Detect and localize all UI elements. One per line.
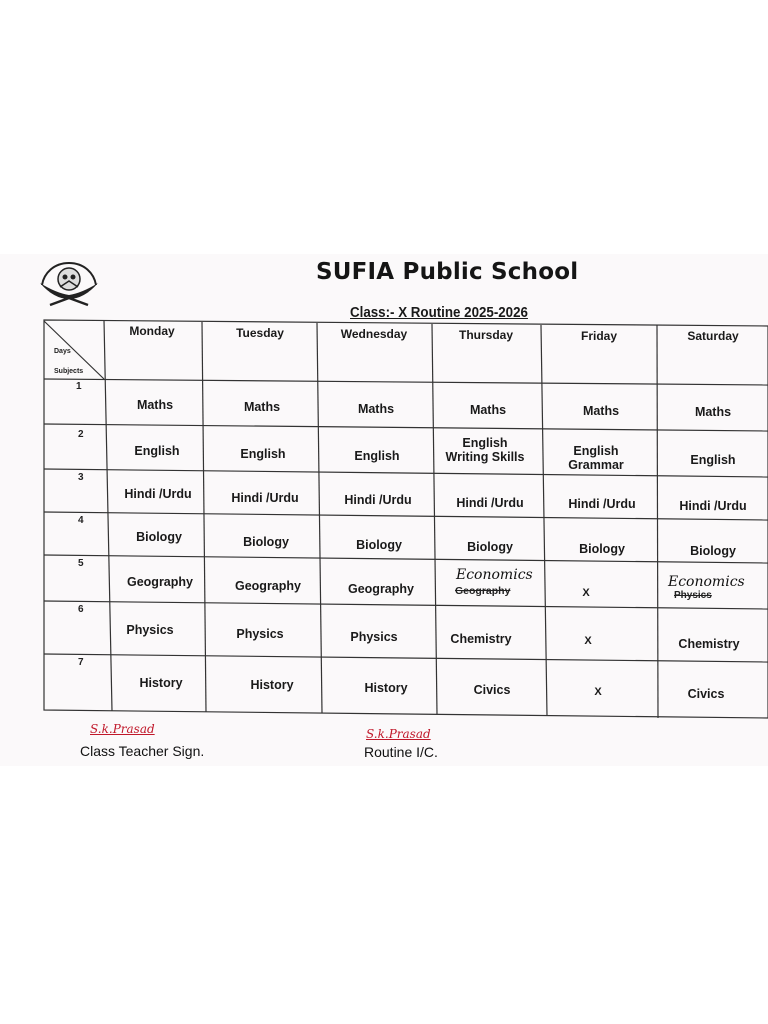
timetable-cell: Hindi /Urdu [231,491,299,505]
class-routine-title: Class:- X Routine 2025-2026 [350,305,528,321]
timetable-cell: History [139,676,183,690]
timetable-cell: Maths [694,405,732,419]
timetable-cell: Maths [582,404,620,418]
timetable-cell-empty: X [582,587,590,599]
timetable-cell: English [354,449,400,463]
timetable-cell: Hindi /Urdu [124,487,192,501]
timetable-cell: Hindi /Urdu [568,497,636,511]
school-name: SUFIA Public School [316,259,579,285]
period-number: 2 [78,429,84,440]
handwritten-correction: Economics [456,567,533,583]
struck-out-subject: Geography [455,585,511,597]
handwritten-correction: Economics [668,574,745,590]
class-teacher-sign-label: Class Teacher Sign. [80,743,205,759]
timetable-cell: History [364,681,408,695]
timetable-cell: Civics [687,687,725,701]
day-header: Friday [580,329,617,343]
corner-subjects-label: Subjects [54,368,84,375]
timetable-cell: Geography [348,582,414,596]
period-number: 3 [78,472,84,483]
routine-incharge-label: Routine I/C. [364,744,438,760]
timetable-cell: Biology [690,544,736,558]
timetable-cell: English Writing Skills [445,436,525,464]
class-teacher-signature: S.k.Prasad [90,722,155,736]
timetable-cell: Biology [243,535,289,549]
timetable-cell: Physics [350,630,398,644]
routine-incharge-signature: S.k.Prasad [366,727,431,741]
day-header: Tuesday [236,326,284,340]
timetable-cell: Biology [356,538,402,552]
timetable-cell: Civics [473,683,511,697]
day-header: Monday [129,324,175,338]
period-number: 7 [78,657,84,668]
timetable-cell: English [690,453,736,467]
timetable-cell: Hindi /Urdu [679,499,747,513]
timetable-cell: History [250,678,294,692]
timetable-cell: English Grammar [568,444,624,472]
timetable-cell: Maths [243,400,281,414]
timetable-cell: Physics [236,627,284,641]
timetable-cell: Chemistry [450,632,512,646]
timetable-cell-empty: X [594,686,602,698]
timetable-cell: Physics [126,623,174,637]
timetable-cell: Biology [579,542,625,556]
corner-days-label: Days [54,348,71,355]
period-number: 6 [78,604,84,615]
timetable-cell: Hindi /Urdu [344,493,412,507]
timetable-cell: Geography [235,579,301,593]
period-number: 4 [78,515,84,526]
timetable-cell: English [240,447,286,461]
day-header: Wednesday [340,327,408,341]
timetable-cell-empty: X [584,635,592,647]
day-header: Saturday [687,329,739,343]
timetable-cell: Maths [357,402,395,416]
day-header: Thursday [458,328,513,342]
period-number: 1 [76,381,82,392]
timetable-cell: Biology [136,530,182,544]
timetable-cell: Biology [467,540,513,554]
timetable-cell: Maths [469,403,507,417]
timetable-cell: Geography [127,575,193,589]
struck-out-subject: Physics [674,590,712,601]
timetable-cell: English [134,444,180,458]
timetable-cell: Hindi /Urdu [456,496,524,510]
timetable-cell: Chemistry [678,637,740,651]
timetable-cell: Maths [136,398,174,412]
period-number: 5 [78,558,84,569]
